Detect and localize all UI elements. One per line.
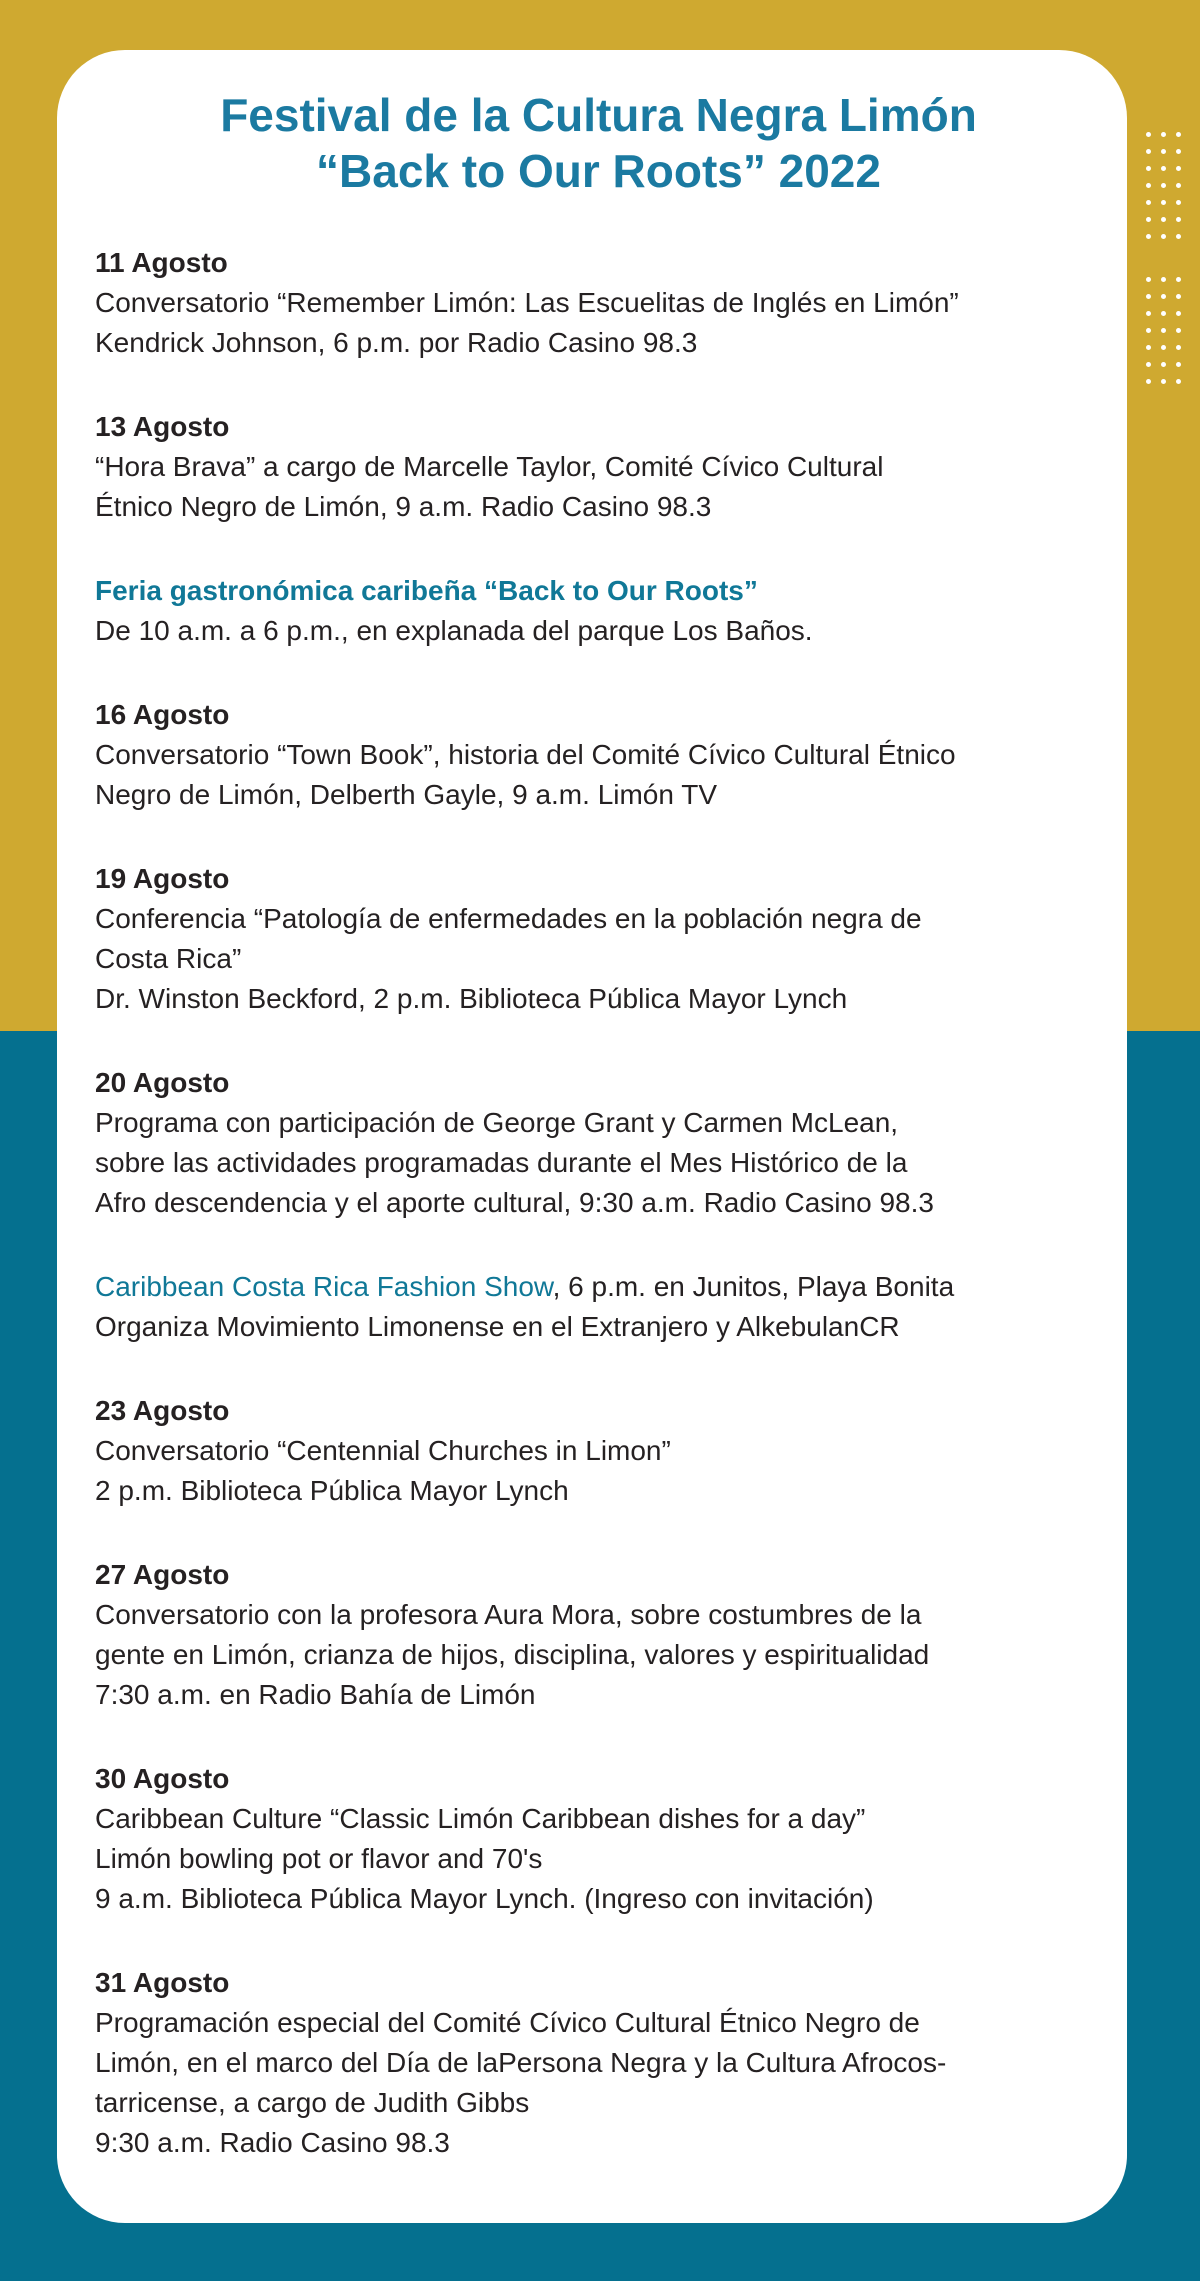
event-date-heading: 11 Agosto [95, 247, 228, 278]
decor-dot [1176, 362, 1181, 367]
event-detail-text: Costa Rica” [95, 943, 242, 974]
event-detail-text: tarricense, a cargo de Judith Gibbs [95, 2087, 530, 2118]
dot-pattern-bottom [1146, 277, 1181, 384]
decor-dot [1176, 328, 1181, 333]
event-detail-line [95, 447, 1102, 487]
event-detail-text: Conversatorio con la profesora Aura Mora, sobre costumbres de la [95, 1599, 922, 1630]
event-detail-text: 7:30 a.m. en Radio Bahía de Limón [95, 1679, 536, 1710]
event-detail-line [95, 939, 1102, 979]
decor-dot [1176, 149, 1181, 154]
event-detail-line [95, 1595, 1102, 1635]
decor-dot [1146, 294, 1151, 299]
event-detail-text: , 6 p.m. en Junitos, Playa Bonita [552, 1271, 955, 1302]
event-detail-line [95, 1431, 1102, 1471]
event-detail-text: Afro descendencia y el aporte cultural, 9:30 a.m. Radio Casino 98.3 [95, 1187, 934, 1218]
decor-dot [1161, 294, 1166, 299]
event-date-heading: 23 Agosto [95, 1395, 230, 1426]
decor-dot [1146, 217, 1151, 222]
decor-dot [1146, 183, 1151, 188]
decor-dot [1146, 200, 1151, 205]
decor-dot [1176, 183, 1181, 188]
decor-dot [1146, 132, 1151, 137]
event-date-heading: 30 Agosto [95, 1763, 230, 1794]
event-detail-line [95, 1675, 1102, 1715]
title-line-1: Festival de la Cultura Negra Limón [220, 89, 977, 141]
event-detail-line [95, 2123, 1102, 2163]
event-detail-line [95, 1183, 1102, 1223]
event-detail-text: Programación especial del Comité Cívico Cultural Étnico Negro de [95, 2007, 920, 2038]
decor-dot [1176, 294, 1181, 299]
event-date-heading: 19 Agosto [95, 863, 230, 894]
event-detail-text: Conversatorio “Town Book”, historia del Comité Cívico Cultural Étnico [95, 739, 956, 770]
title-line-2: “Back to Our Roots” 2022 [316, 145, 881, 197]
decor-dot [1146, 379, 1151, 384]
event-detail-line [95, 2043, 1102, 2083]
decor-dot [1161, 166, 1166, 171]
event-section [95, 1759, 1102, 1919]
event-section [95, 1391, 1102, 1511]
event-section [95, 1555, 1102, 1715]
event-detail-text: Limón bowling pot or flavor and 70's [95, 1843, 543, 1874]
decor-dot [1161, 277, 1166, 282]
dot-pattern-top [1146, 132, 1181, 239]
event-detail-line [95, 611, 1102, 651]
decor-dot [1161, 149, 1166, 154]
event-highlight-text: Caribbean Costa Rica Fashion Show [95, 1271, 553, 1302]
event-detail-line [95, 1471, 1102, 1511]
event-detail-text: Limón, en el marco del Día de laPersona Negra y la Cultura Afrocos- [95, 2047, 947, 2078]
decor-dot [1176, 277, 1181, 282]
event-detail-text: Organiza Movimiento Limonense en el Extranjero y AlkebulanCR [95, 1311, 900, 1342]
event-detail-text: sobre las actividades programadas durante el Mes Histórico de la [95, 1147, 908, 1178]
decor-dot [1146, 328, 1151, 333]
event-title-heading: Feria gastronómica caribeña “Back to Our Roots” [95, 575, 758, 606]
decor-dot [1161, 379, 1166, 384]
event-detail-text: Conversatorio “Centennial Churches in Limon” [95, 1435, 671, 1466]
event-detail-line [95, 775, 1102, 815]
event-section [95, 571, 1102, 651]
decor-dot [1146, 166, 1151, 171]
event-detail-text: 9 a.m. Biblioteca Pública Mayor Lynch. (Ingreso con invitación) [95, 1883, 874, 1914]
event-detail-text: Caribbean Culture “Classic Limón Caribbean dishes for a day” [95, 1803, 866, 1834]
event-date-heading: 31 Agosto [95, 1967, 230, 1998]
decor-dot [1161, 345, 1166, 350]
event-date-heading: 27 Agosto [95, 1559, 230, 1590]
event-section [95, 407, 1102, 527]
event-detail-line [95, 1103, 1102, 1143]
decor-dot [1176, 311, 1181, 316]
decor-dot [1161, 132, 1166, 137]
event-detail-line [95, 1635, 1102, 1675]
decor-dot [1176, 132, 1181, 137]
decor-dot [1161, 311, 1166, 316]
event-detail-text: Conferencia “Patología de enfermedades en la población negra de [95, 903, 922, 934]
decor-dot [1176, 217, 1181, 222]
event-detail-text: Negro de Limón, Delberth Gayle, 9 a.m. Limón TV [95, 779, 718, 810]
decor-dot [1161, 183, 1166, 188]
decor-dot [1146, 311, 1151, 316]
event-section [95, 243, 1102, 363]
decor-dot [1176, 379, 1181, 384]
event-sections [95, 243, 1102, 2163]
event-detail-text: Dr. Winston Beckford, 2 p.m. Biblioteca Pública Mayor Lynch [95, 983, 848, 1014]
event-detail-line [95, 899, 1102, 939]
event-detail-text: gente en Limón, crianza de hijos, disciplina, valores y espiritualidad [95, 1639, 930, 1670]
event-section [95, 1267, 1102, 1347]
decor-dot [1161, 217, 1166, 222]
decor-dot [1146, 234, 1151, 239]
event-detail-line [95, 2003, 1102, 2043]
event-detail-line [95, 487, 1102, 527]
event-detail-line [95, 1879, 1102, 1919]
poster-title [95, 87, 1102, 199]
decor-dot [1146, 149, 1151, 154]
event-detail-text: Conversatorio “Remember Limón: Las Escuelitas de Inglés en Limón” [95, 287, 959, 318]
decor-dot [1176, 200, 1181, 205]
event-section [95, 695, 1102, 815]
decor-dot [1146, 277, 1151, 282]
event-detail-text: De 10 a.m. a 6 p.m., en explanada del parque Los Baños. [95, 615, 813, 646]
decor-dot [1161, 328, 1166, 333]
event-section [95, 859, 1102, 1019]
event-detail-line [95, 1307, 1102, 1347]
event-detail-line [95, 735, 1102, 775]
event-detail-line [95, 1799, 1102, 1839]
event-detail-line [95, 283, 1102, 323]
decor-dot [1161, 200, 1166, 205]
event-detail-line [95, 979, 1102, 1019]
event-detail-text: “Hora Brava” a cargo de Marcelle Taylor, Comité Cívico Cultural [95, 451, 884, 482]
decor-dot [1176, 345, 1181, 350]
event-detail-line [95, 1267, 1102, 1307]
event-section [95, 1963, 1102, 2163]
event-detail-text: Kendrick Johnson, 6 p.m. por Radio Casino 98.3 [95, 327, 698, 358]
decor-dot [1161, 362, 1166, 367]
event-detail-line [95, 1839, 1102, 1879]
decor-dot [1146, 362, 1151, 367]
event-detail-text: 2 p.m. Biblioteca Pública Mayor Lynch [95, 1475, 569, 1506]
event-date-heading: 20 Agosto [95, 1067, 230, 1098]
decor-dot [1146, 345, 1151, 350]
event-detail-text: 9:30 a.m. Radio Casino 98.3 [95, 2127, 450, 2158]
event-section [95, 1063, 1102, 1223]
event-detail-line [95, 323, 1102, 363]
decor-dot [1176, 166, 1181, 171]
event-detail-line [95, 1143, 1102, 1183]
decor-dot [1176, 234, 1181, 239]
event-detail-text: Programa con participación de George Grant y Carmen McLean, [95, 1107, 899, 1138]
event-date-heading: 13 Agosto [95, 411, 230, 442]
event-detail-line [95, 2083, 1102, 2123]
event-date-heading: 16 Agosto [95, 699, 230, 730]
program-card [57, 50, 1127, 2223]
event-detail-text: Étnico Negro de Limón, 9 a.m. Radio Casino 98.3 [95, 491, 712, 522]
decor-dot [1161, 234, 1166, 239]
